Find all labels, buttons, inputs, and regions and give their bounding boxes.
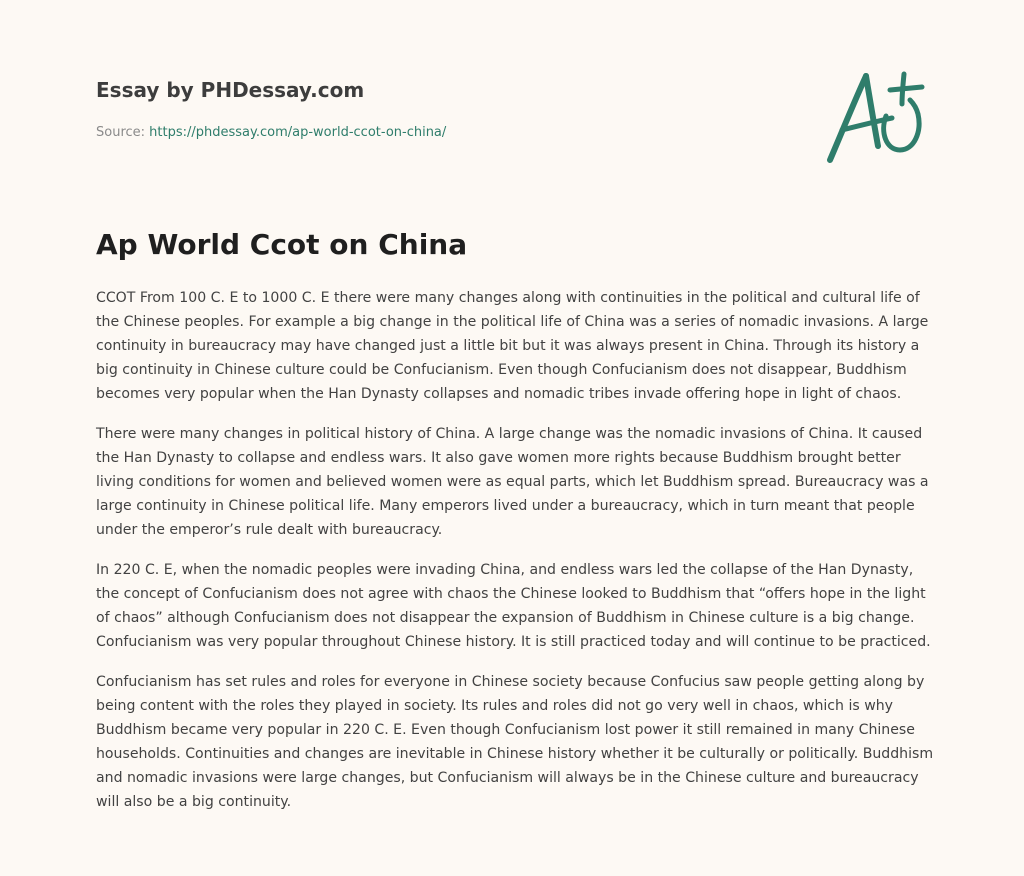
- source-label: Source:: [96, 125, 146, 140]
- a-plus-grade-icon: [820, 66, 930, 166]
- essay-paragraph: CCOT From 100 C. E to 1000 C. E there were many changes along with continuities in the political and cultural life of the Chinese peoples. For example a big change in the political life of China was a series of nomadic invasions. A large continuity in bureaucracy may have changed just a little bit but it was always present in China. Through its history a big continuity in Chinese culture could be Confucianism. Even though Confucianism does not disappear, Buddhism becomes very popular when the Han Dynasty collapses and nomadic tribes invade offering hope in light of chaos.: [96, 290, 929, 402]
- site-brand: Essay by PHDessay.com: [96, 78, 365, 102]
- page-header: [96, 76, 796, 142]
- essay-paragraph: Confucianism has set rules and roles for everyone in Chinese society because Confucius saw people getting along by being content with the roles they played in society. Its rules and roles did not go very well in chaos, which is why Buddhism became very popular in 220 C. E. Even though Confucianism lost power it still remained in many Chinese households. Continuities and changes are inevitable in Chinese history whether it be culturally or politically. Buddhism and nomadic invasions were large changes, but Confucianism will always be in the Chinese culture and bureaucracy will also be a big continuity.: [96, 674, 934, 810]
- essay-paragraph: There were many changes in political history of China. A large change was the nomadic invasions of China. It caused the Han Dynasty to collapse and endless wars. It also gave women more rights because Buddhism brought better living conditions for women and believed women were as equal parts, which let Buddhism spread. Bureaucracy was a large continuity in Chinese political life. Many emperors lived under a bureaucracy, which in turn meant that people under the emperor’s rule dealt with bureaucracy.: [96, 426, 929, 538]
- source-link[interactable]: https://phdessay.com/ap-world-ccot-on-china/: [149, 125, 447, 140]
- essay-body: [96, 286, 936, 830]
- source-line: [96, 124, 796, 142]
- essay-title: Ap World Ccot on China: [96, 228, 468, 261]
- essay-paragraph: In 220 C. E, when the nomadic peoples were invading China, and endless wars led the collapse of the Han Dynasty, the concept of Confucianism does not agree with chaos the Chinese looked to Buddhism that “offers hope in the light of chaos” although Confucianism does not disappear the expansion of Buddhism in Chinese culture is a big change. Confucianism was very popular throughout Chinese history. It is still practiced today and will continue to be practiced.: [96, 562, 931, 650]
